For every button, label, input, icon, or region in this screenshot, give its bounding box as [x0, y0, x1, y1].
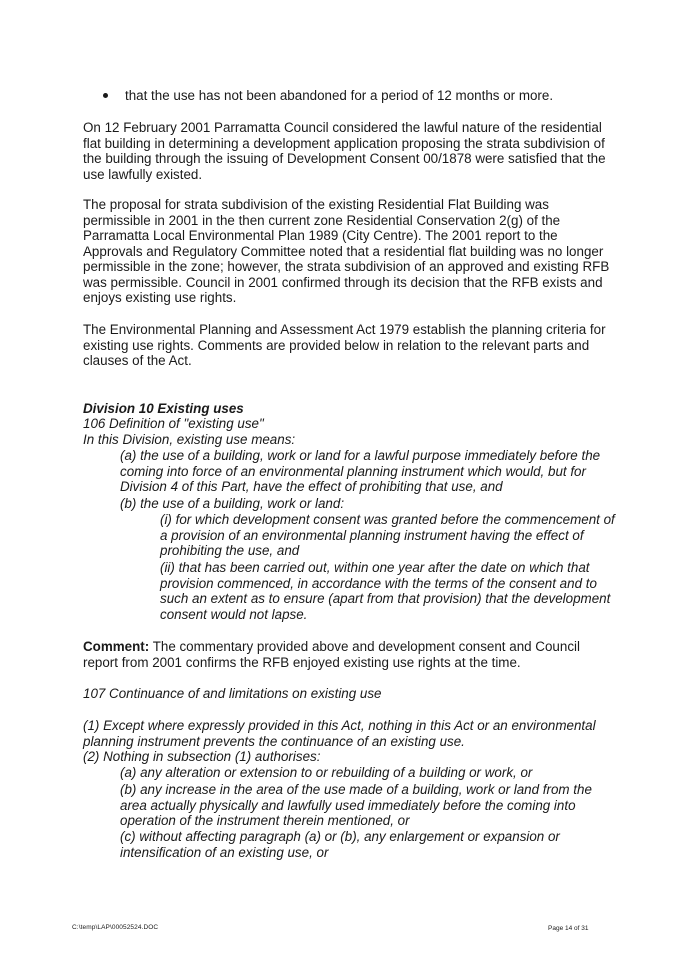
section-106-paragraph-a: (a) the use of a building, work or land for a lawful purpose immediately before the coming into force of an environmental planning instrument which would, but for Division 4 of this Part, have the effect of prohibiting that use, and [120, 448, 601, 494]
paragraph-strata-subdivision: The proposal for strata subdivision of the existing Residential Flat Building was permissible in 2001 in the then current zone Residential Conservation 2(g) of the Parramatta Local Environmental Plan 1989 (City Centre). The 2001 report to the Approvals and Regulatory Committee noted that a residential flat building was no longer permissible in the zone; however, the strata subdivision of an approved and existing RFB was permissible. Council in 2001 confirmed through its decision that the RFB exists and enjoys existing use rights. [83, 197, 610, 305]
bullet-dot-icon [103, 93, 108, 98]
comment-text: The commentary provided above and development consent and Council report from 2001 confirms the RFB enjoyed existing use rights at the time. [83, 639, 580, 670]
section-107-subsection-2: (2) Nothing in subsection (1) authorises: [83, 749, 321, 764]
section-106-subparagraph-ii: (ii) that has been carried out, within one year after the date on which that provision commenced, in accordance with the terms of the consent and to such an extent as to ensure (apart from that provision) that the development consent would not lapse. [160, 560, 611, 622]
paragraph-council-2001: On 12 February 2001 Parramatta Council considered the lawful nature of the residential flat building in determining a development application proposing the strata subdivision of the building through the issuing of Development Consent 00/1878 were satisfied that the use lawfully existed. [83, 120, 606, 182]
comment-paragraph [83, 639, 613, 670]
section-106-paragraph-b: (b) the use of a building, work or land: [120, 496, 345, 511]
section-107-paragraph-c: (c) without affecting paragraph (a) or (b), any enlargement or expansion or intensification of an existing use, or [120, 829, 560, 860]
section-107-paragraph-b: (b) any increase in the area of the use made of a building, work or land from the area actually physically and lawfully used immediately before the coming into operation of the instrument therein mentioned, or [120, 782, 592, 828]
section-106-intro: In this Division, existing use means: [83, 432, 296, 447]
footer-page-number: Page 14 of 31 [548, 925, 589, 932]
division-heading: Division 10 Existing uses [83, 401, 244, 416]
section-107-subsection-1: (1) Except where expressly provided in this Act, nothing in this Act or an environmental planning instrument prevents the continuance of an existing use. [83, 718, 596, 749]
bullet-text: that the use has not been abandoned for a period of 12 months or more. [125, 88, 554, 103]
comment-label: Comment: [83, 639, 150, 654]
section-106-title: 106 Definition of "existing use" [83, 416, 264, 431]
section-107-title: 107 Continuance of and limitations on existing use [83, 686, 382, 701]
section-107-paragraph-a: (a) any alteration or extension to or rebuilding of a building or work, or [120, 765, 533, 780]
footer-file-path: C:\temp\LAP\00052524.DOC [72, 924, 159, 931]
paragraph-ep-and-a-act: The Environmental Planning and Assessment Act 1979 establish the planning criteria for existing use rights. Comments are provided below in relation to the relevant parts and clauses of the Act. [83, 322, 606, 368]
section-106-subparagraph-i: (i) for which development consent was granted before the commencement of a provision of an environmental planning instrument having the effect of prohibiting the use, and [160, 512, 615, 558]
